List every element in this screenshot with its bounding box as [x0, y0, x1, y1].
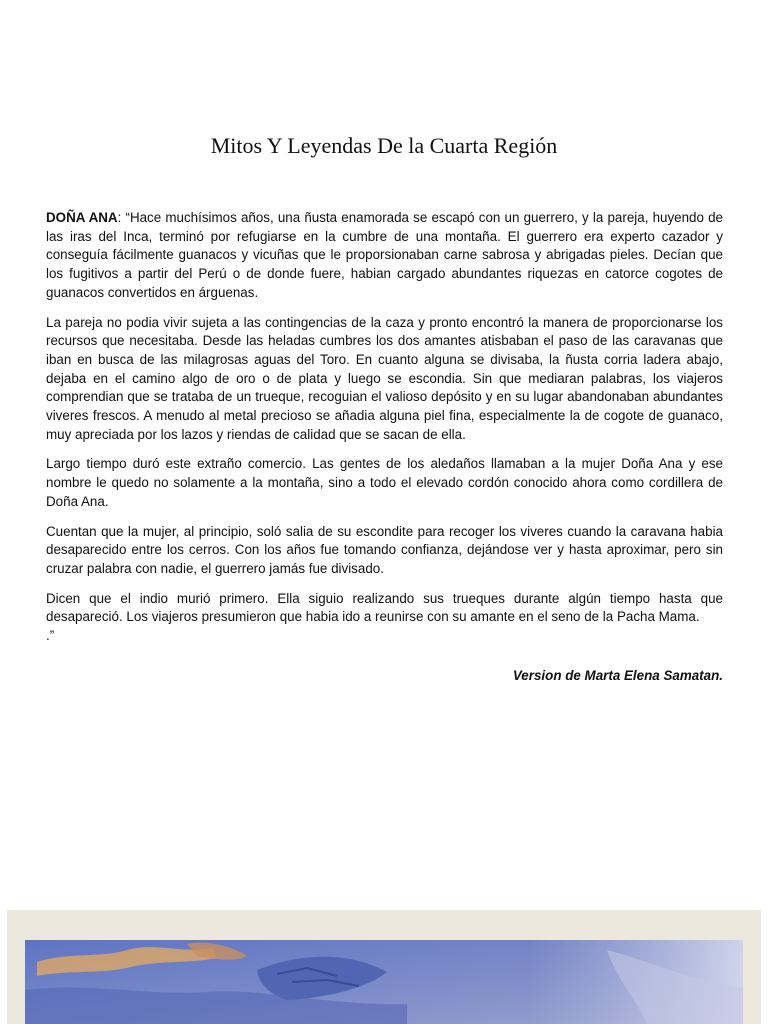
- lead-label: DOÑA ANA: [46, 210, 118, 225]
- paragraph-1: [46, 209, 723, 303]
- story-body: [46, 209, 723, 657]
- paragraph-5: Dicen que el indio murió primero. Ella siguio realizando sus trueques durante algún tiempo hasta que desapareció. Los viajeros presumieron que habia ido a reunirse con su amante en el seno de la Pacha Mama.: [46, 590, 723, 625]
- page-title: Mitos Y Leyendas De la Cuarta Región: [210, 133, 558, 158]
- illustration-image: [7, 910, 761, 1024]
- paragraph-3: Largo tiempo duró este extraño comercio. Las gentes de los aledaños llamaban a la mujer Doña Ana y ese nombre le quedo no solamente a la montaña, sino a todo el elevado cordón conocido ahora como cordillera de Doña Ana.: [46, 456, 723, 509]
- author-signature: Version de Marta Elena Samatan.: [512, 668, 723, 683]
- paragraph-1-text: : “Hace muchísimos años, una ñusta enamorada se escapó con un guerrero, y la pareja, huyendo de las iras del Inca, terminó por refugiarse en la cumbre de una montaña. El guerrero era experto cazador y conseguía fácilmente guanacos y vicuñas que le proporsionaban carne sabrosa y abrigadas pieles. Decían que los fugitivos a partir del Perú o de donde fuere, habian cargado abundantes riquezas en catorce cogotes de guanacos convertidos en árguenas.: [46, 210, 723, 300]
- paragraph-2: La pareja no podia vivir sujeta a las contingencias de la caza y pronto encontró la manera de proporcionarse los recursos que necesitaba. Desde las heladas cumbres los dos amantes atisbaban el paso de las caravanas que iban en busca de las milagrosas aguas del Toro. En cuanto alguna se divisaba, la ñusta corria ladera abajo, dejaba en el camino algo de oro o de plata y luego se escondia. Sin que mediaran palabras, los viajeros comprendian que se trataba de un trueque, recoguian el valioso depósito y en su lugar abandonaban abundantes viveres frescos. A menudo al metal precioso se añadia alguna piel fina, especialmente la de cogote de guanaco, muy apreciada por los lazos y riendas de calidad que se sacan de ella.: [46, 314, 723, 442]
- paragraph-5-closing: .”: [46, 628, 55, 644]
- paragraph-4: Cuentan que la mujer, al principio, soló salia de su escondite para recoger los viveres cuando la caravana habia desaparecido entre los cerros. Con los años fue tomando confianza, dejándose ver y hasta aproximar, pero sin cruzar palabra con nadie, el guerrero jamás fue divisado.: [46, 523, 723, 576]
- illustration-photo: [7, 910, 761, 1024]
